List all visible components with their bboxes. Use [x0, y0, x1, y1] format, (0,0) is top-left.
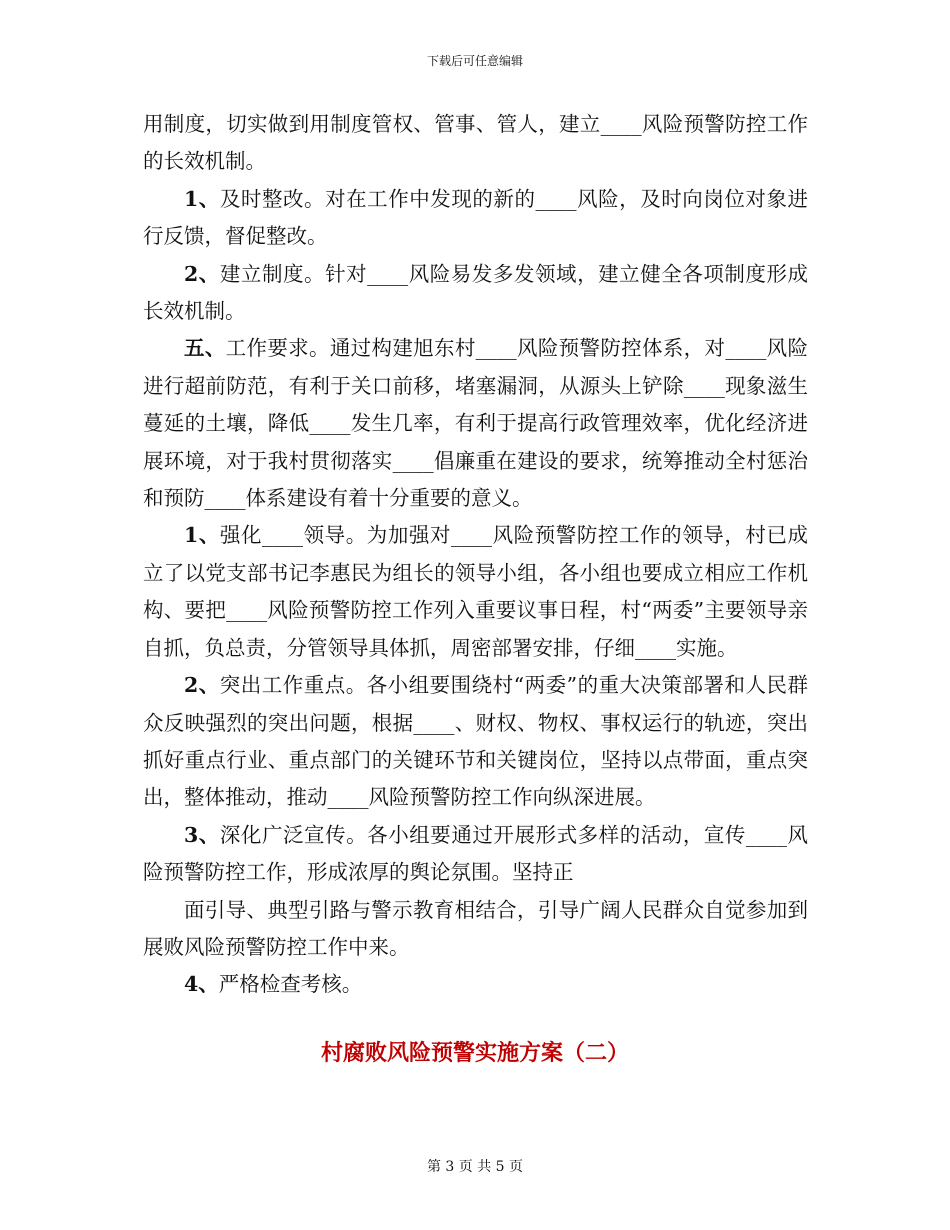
- item-number: 3、: [184, 822, 220, 847]
- page-header: 下载后可任意编辑: [426, 54, 523, 68]
- paragraph-section-5-requirements: [143, 330, 808, 517]
- paragraph-text: 强化____领导。为加强对____风险预警防控工作的领导，村已成立了以党支部书记李惠民为组长的领导小组，各小组也要成立相应工作机构、要把____风险预警防控工作列入重要议事日程，村“两委”主要领导亲自抓，负总责，分管领导具体抓，周密部署安排，仔细____实施。: [143, 523, 809, 660]
- section-title: 村腐败风险预警实施方案（二）: [320, 1040, 629, 1066]
- paragraph-continuation: [143, 106, 808, 181]
- paragraph-text: 用制度，切实做到用制度管权、管事、管人，建立____风险预警防控工作的长效机制。: [143, 112, 808, 174]
- document-body: [143, 106, 808, 1004]
- paragraph-text: 及时整改。对在工作中发现的新的____风险，及时向岗位对象进行反馈，督促整改。: [143, 186, 809, 249]
- item-number: 2、: [184, 261, 220, 286]
- paragraph-item-4-inspection: [143, 966, 808, 1003]
- paragraph-item-2-focus: [143, 667, 808, 817]
- item-number: 1、: [184, 186, 220, 211]
- paragraph-text: 深化广泛宣传。各小组要通过开展形式多样的活动，宣传____风险预警防控工作，形成浓厚的舆论氛围。坚持正: [143, 822, 809, 885]
- section-number: 五、: [184, 336, 226, 361]
- page-footer: 第 3 页 共 5 页: [426, 1159, 524, 1175]
- paragraph-text: 面引导、典型引路与警示教育相结合，引导广阔人民群众自觉参加到展败风险预警防控工作中来。: [143, 897, 808, 959]
- paragraph-text: 突出工作重点。各小组要围绕村“两委”的重大决策部署和人民群众反映强烈的突出问题，根据____、财权、物权、事权运行的轨迹，突出抓好重点行业、重点部门的关键环节和关键岗位，坚持以点带面，重点突出，整体推动，推动____风险预警防控工作向纵深进展。: [143, 673, 808, 810]
- item-number: 2、: [184, 673, 220, 698]
- paragraph-text: 建立制度。针对____风险易发多发领域，建立健全各项制度形成长效机制。: [143, 261, 809, 324]
- paragraph-text: 工作要求。通过构建旭东村____风险预警防控体系，对____风险进行超前防范，有利于关口前移，堵塞漏洞，从源头上铲除____现象滋生蔓延的土壤，降低____发生几率，有利于提高行政管理效率，优化经济进展环境，对于我村贯彻落实____倡廉重在建设的要求，统筹推动全村惩治和预防____体系建设有着十分重要的意义。: [143, 336, 809, 511]
- paragraph-item-1-rectify: [143, 181, 808, 256]
- paragraph-text: 严格检查考核。: [218, 972, 363, 997]
- paragraph-publicity-continued: [143, 892, 808, 967]
- paragraph-item-1-leadership: [143, 517, 808, 667]
- item-number: 1、: [184, 523, 220, 548]
- paragraph-item-3-publicity: [143, 817, 808, 892]
- paragraph-item-2-system: [143, 256, 808, 331]
- item-number: 4、: [184, 972, 219, 997]
